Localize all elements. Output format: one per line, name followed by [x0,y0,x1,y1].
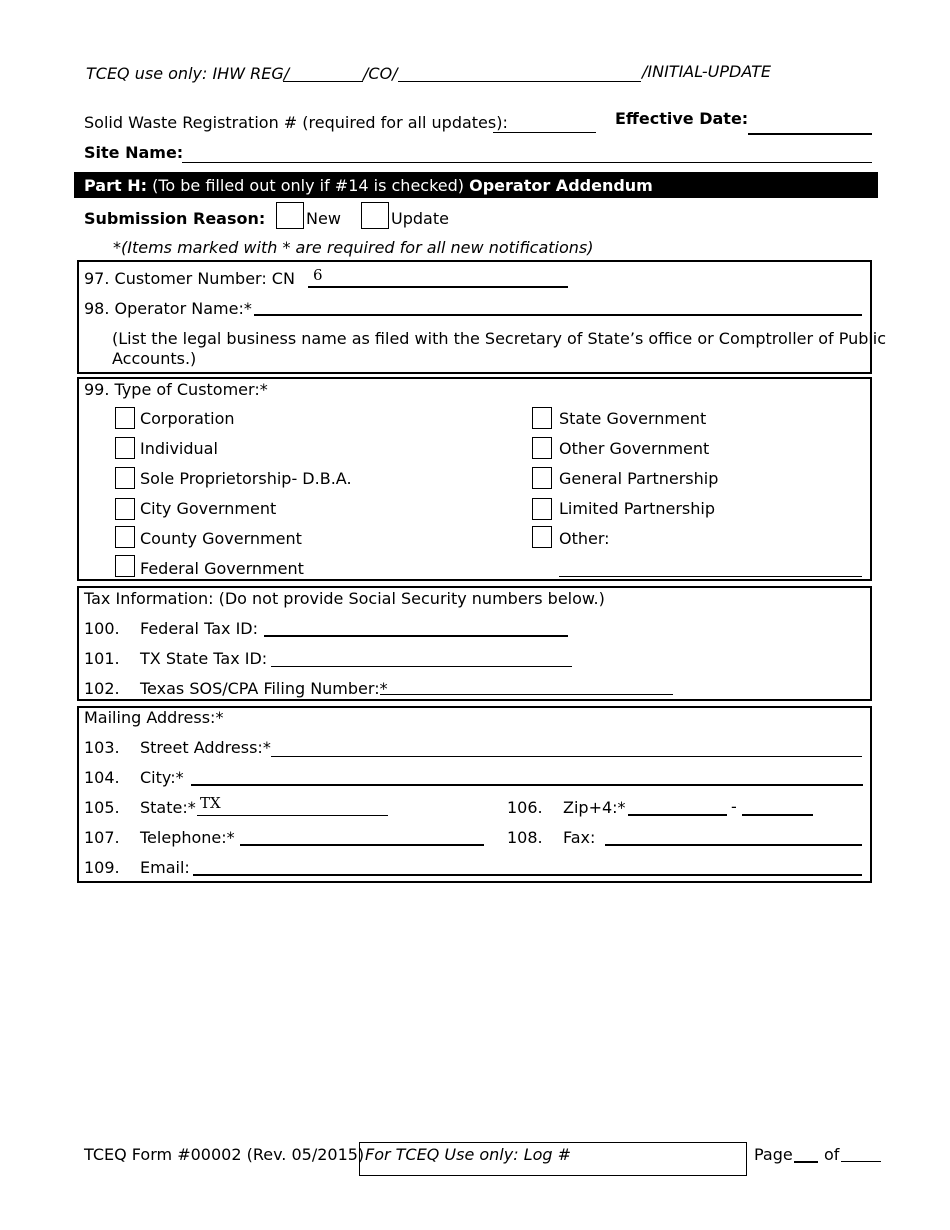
part-h-banner [74,172,878,198]
email-num: 109. [84,858,120,877]
new-label: New [306,209,341,228]
other-government-checkbox[interactable] [532,437,552,459]
log-number-box[interactable] [359,1142,747,1176]
site-name-field[interactable] [182,162,872,163]
operator-name-label: 98. Operator Name:* [84,299,252,318]
other-label: Other: [559,529,610,548]
zip-field[interactable] [628,814,727,816]
telephone-label: Telephone:* [140,828,235,847]
email-field[interactable] [193,874,862,876]
page-total-field[interactable] [841,1161,881,1162]
log-number-label: For TCEQ Use only: Log # [365,1145,572,1164]
page-label: Page [754,1145,793,1164]
state-num: 105. [84,798,120,817]
other-government-label: Other Government [559,439,710,458]
telephone-field[interactable] [240,844,484,846]
city-num: 104. [84,768,120,787]
zip-plus4-field[interactable] [742,814,813,816]
tax-info-label: Tax Information: (Do not provide Social Security numbers below.) [84,589,605,608]
street-num: 103. [84,738,120,757]
customer-type-label: 99. Type of Customer:* [84,380,268,399]
sos-filing-num: 102. [84,679,120,698]
customer-number-label: 97. Customer Number: CN [84,269,295,288]
ihw-reg-field[interactable] [283,81,363,82]
street-label: Street Address:* [140,738,271,757]
effective-date-label: Effective Date: [615,109,749,128]
corporation-checkbox[interactable] [115,407,135,429]
individual-label: Individual [140,439,218,458]
county-government-label: County Government [140,529,302,548]
required-note: *(Items marked with * are required for all new notifications) [113,238,594,257]
sw-registration-field[interactable] [493,132,596,133]
mailing-section [77,706,872,883]
corporation-label: Corporation [140,409,235,428]
tceq-use-label: TCEQ use only: IHW REG/ [86,64,290,83]
federal-government-label: Federal Government [140,559,304,578]
customer-number-field[interactable] [308,286,568,288]
federal-tax-field[interactable] [264,635,568,637]
sos-filing-label: Texas SOS/CPA Filing Number:* [140,679,388,698]
limited-partnership-label: Limited Partnership [559,499,715,518]
general-partnership-label: General Partnership [559,469,719,488]
legal-note-1: (List the legal business name as filed with the Secretary of State’s office or Comptroller of Public [112,329,887,348]
of-label: of [824,1145,840,1164]
initial-update-label: /INITIAL-UPDATE [642,62,772,81]
sw-registration-label: Solid Waste Registration # (required for all updates): [84,113,508,132]
city-label: City:* [140,768,184,787]
page-number-field[interactable] [794,1161,818,1163]
operator-name-field[interactable] [254,314,862,316]
legal-note-2: Accounts.) [112,349,197,368]
state-value: TX [200,794,221,812]
part-label: Part H: [84,176,147,195]
fax-label: Fax: [563,828,596,847]
state-government-checkbox[interactable] [532,407,552,429]
city-government-checkbox[interactable] [115,498,135,520]
fax-field[interactable] [605,844,862,846]
co-label: /CO/ [363,64,398,83]
zip-dash: - [731,797,737,816]
limited-partnership-checkbox[interactable] [532,498,552,520]
email-label: Email: [140,858,190,877]
submission-reason-label: Submission Reason: [84,209,266,228]
federal-tax-label: Federal Tax ID: [140,619,258,638]
other-checkbox[interactable] [532,526,552,548]
individual-checkbox[interactable] [115,437,135,459]
state-tax-num: 101. [84,649,120,668]
part-note: (To be filled out only if #14 is checked) [147,176,470,195]
city-field[interactable] [191,784,863,786]
federal-tax-num: 100. [84,619,120,638]
telephone-num: 107. [84,828,120,847]
update-label: Update [391,209,449,228]
form-number: TCEQ Form #00002 (Rev. 05/2015) [84,1145,365,1164]
new-checkbox[interactable] [276,202,304,229]
fax-num: 108. [507,828,543,847]
zip-label: Zip+4:* [563,798,626,817]
effective-date-field[interactable] [748,133,872,135]
sos-filing-field[interactable] [380,694,673,695]
state-tax-field[interactable] [271,666,572,667]
customer-number-value: 6 [313,266,323,284]
part-title: Operator Addendum [469,176,653,195]
county-government-checkbox[interactable] [115,526,135,548]
state-government-label: State Government [559,409,707,428]
co-field[interactable] [398,81,641,82]
general-partnership-checkbox[interactable] [532,467,552,489]
city-government-label: City Government [140,499,277,518]
other-field[interactable] [559,576,862,577]
update-checkbox[interactable] [361,202,389,229]
sole-proprietorship-checkbox[interactable] [115,467,135,489]
state-tax-label: TX State Tax ID: [140,649,268,668]
federal-government-checkbox[interactable] [115,555,135,577]
sole-proprietorship-label: Sole Proprietorship- D.B.A. [140,469,352,488]
site-name-label: Site Name: [84,143,184,162]
state-label: State:* [140,798,196,817]
state-field[interactable] [197,815,388,816]
street-address-field[interactable] [271,756,862,757]
mailing-address-label: Mailing Address:* [84,708,224,727]
zip-num: 106. [507,798,543,817]
